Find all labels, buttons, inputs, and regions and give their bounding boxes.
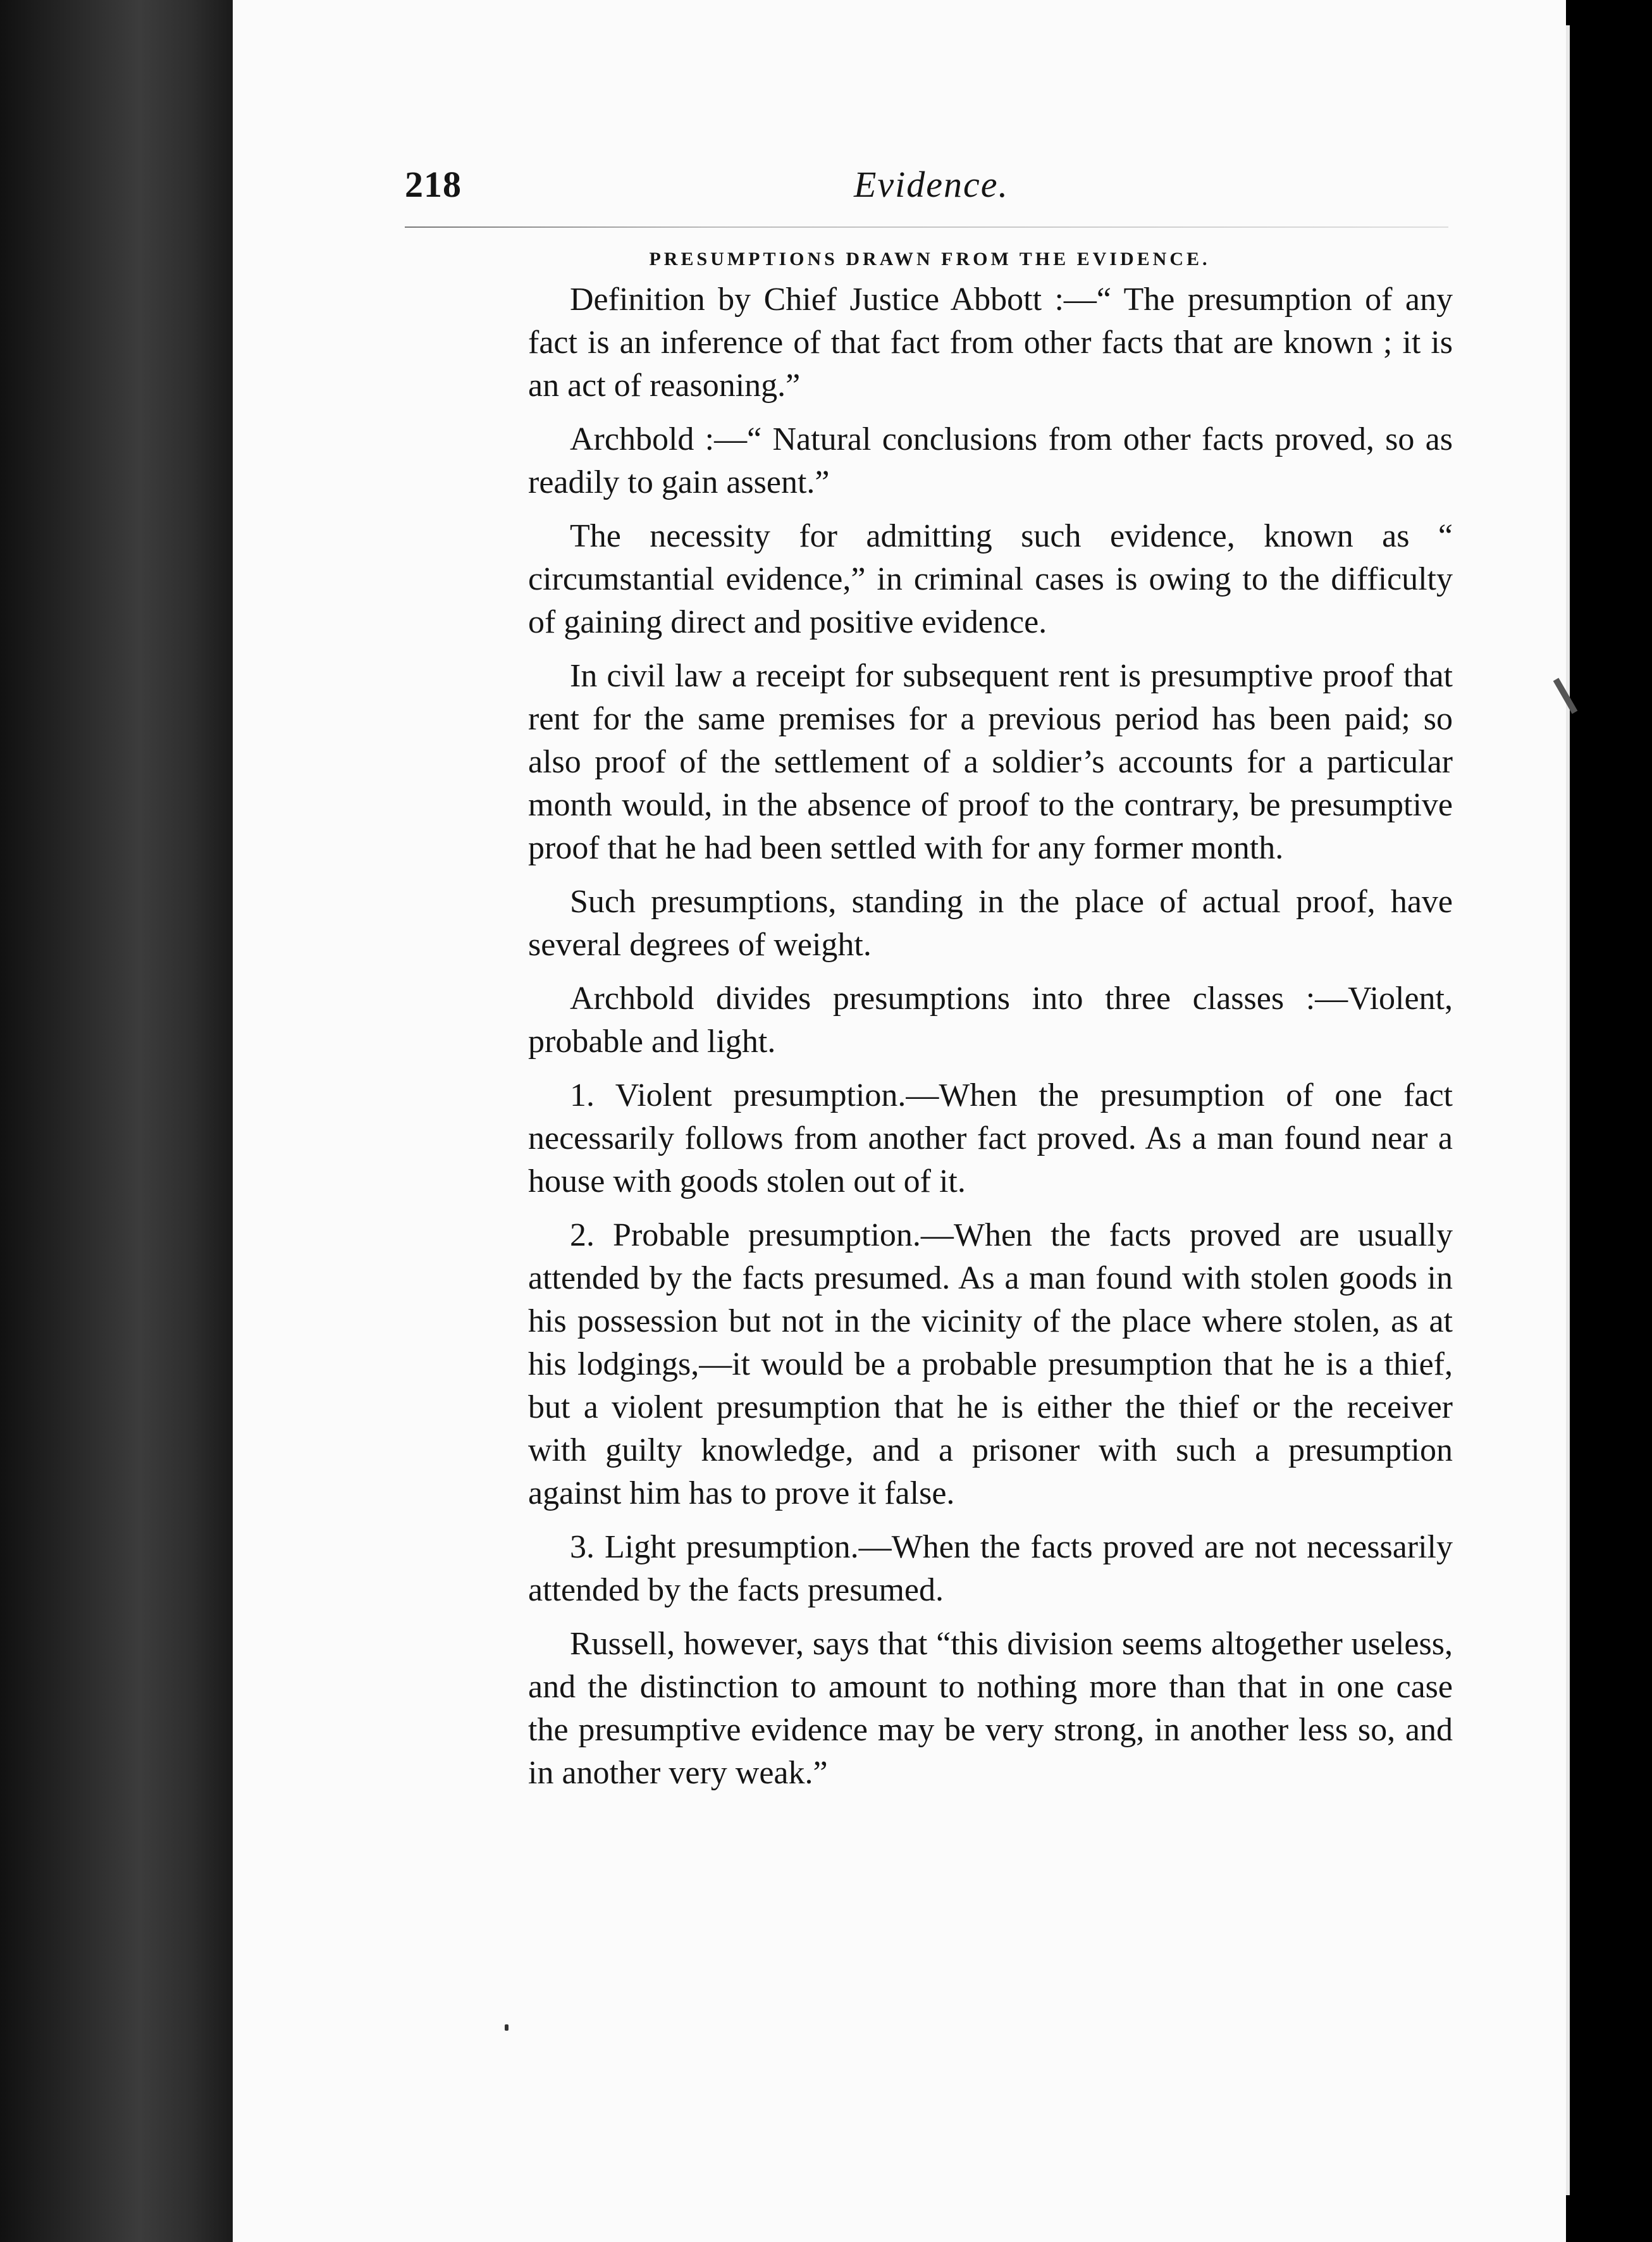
paragraph-civil-law: In civil law a receipt for subsequent rent is presumptive proof that rent for the same premises for a previous period has been paid; so also proof of the settlement of a soldier’s accounts for a particular month would, in the absence of proof to the contrary, be presumptive proof that he had been settled with for any former month. (528, 658, 1453, 866)
paragraph-degrees: Such presumptions, standing in the place of actual proof, have several degrees of weight. (528, 884, 1453, 963)
binding-shadow (0, 0, 233, 2242)
body-text (528, 278, 1453, 1805)
paragraph-definition: Definition by Chief Justice Abbott :—“ The presumption of any fact is an inference of that fact from other facts that are known ; it is an act of reasoning.” (528, 282, 1453, 404)
running-head (405, 163, 1455, 214)
paragraph-classes: Archbold divides presumptions into three classes :—Violent, probable and light. (528, 981, 1453, 1060)
running-title: Evidence. (854, 164, 1009, 205)
paragraph-necessity: The necessity for admitting such evidence, known as “ circumstantial evidence,” in criminal cases is owing to the difficulty of gaining direct and positive evidence. (528, 518, 1453, 640)
paragraph-archbold-quote: Archbold :—“ Natural conclusions from other facts proved, so as readily to gain assent.” (528, 421, 1453, 500)
paragraph-violent: 1. Violent presumption.—When the presumption of one fact necessarily follows from another fact proved. As a man found near a house with goods stolen out of it. (528, 1077, 1453, 1199)
paragraph-light: 3. Light presumption.—When the facts proved are not necessarily attended by the facts presumed. (528, 1529, 1453, 1608)
section-heading: PRESUMPTIONS DRAWN FROM THE EVIDENCE. (649, 249, 1211, 269)
page-number: 218 (405, 164, 462, 205)
paragraph-russell: Russell, however, says that “this division seems altogether useless, and the distinction to amount to nothing more than that in one case the presumptive evidence may be very strong, in another less so, and in another very weak.” (528, 1626, 1453, 1791)
paragraph-probable: 2. Probable presumption.—When the facts proved are usually attended by the facts presumed. As a man found with stolen goods in his possession but not in the vicinity of the place where stolen, as at his lodgings,—it would be a probable presumption that he is a thief, but a violent presumption that he is either the thief or the receiver with guilty knowledge, and a prisoner with such a presumption against him has to prove it false. (528, 1217, 1453, 1511)
ink-speck (505, 2024, 509, 2031)
header-rule (405, 226, 1448, 228)
next-page-edge (1566, 25, 1570, 2195)
